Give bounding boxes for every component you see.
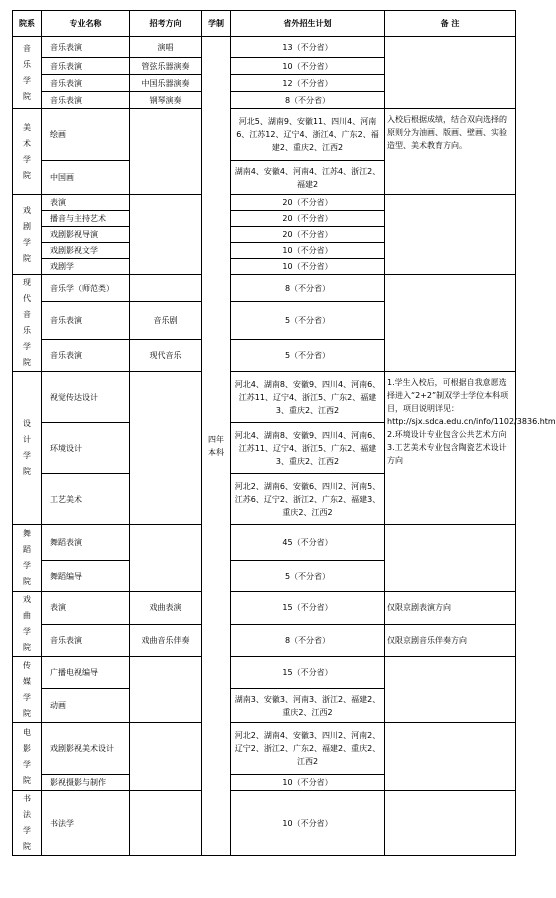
major-cell: 戏剧学 <box>42 259 130 275</box>
direction-cell: 中国乐器演奏 <box>130 75 202 92</box>
plan-cell: 10（不分省） <box>231 791 385 856</box>
direction-cell <box>130 657 202 723</box>
plan-cell: 8（不分省） <box>231 275 385 302</box>
plan-cell: 20（不分省） <box>231 227 385 243</box>
plan-cell: 湖南3、安徽3、河南3、浙江2、福建2、重庆2、江西2 <box>231 689 385 723</box>
plan-cell: 45（不分省） <box>231 525 385 561</box>
plan-cell: 15（不分省） <box>231 592 385 625</box>
note-cell <box>385 723 516 791</box>
major-cell: 戏剧影视美术设计 <box>42 723 130 775</box>
direction-cell <box>130 109 202 195</box>
note-cell: 仅限京剧表演方向 <box>385 592 516 625</box>
major-cell: 音乐表演 <box>42 75 130 92</box>
major-cell: 表演 <box>42 195 130 211</box>
college-cell: 美 术 学 院 <box>13 109 42 195</box>
direction-cell: 戏曲表演 <box>130 592 202 625</box>
major-cell: 戏剧影视文学 <box>42 243 130 259</box>
plan-cell: 10（不分省） <box>231 58 385 75</box>
plan-cell: 河北4、湖南8、安徽9、四川4、河南6、江苏11、辽宁4、浙江5、广东2、福建3、重庆2、江西2 <box>231 423 385 474</box>
major-cell: 音乐表演 <box>42 92 130 109</box>
major-cell: 舞蹈编导 <box>42 561 130 592</box>
direction-cell: 戏曲音乐伴奏 <box>130 624 202 657</box>
major-cell: 影视摄影与制作 <box>42 775 130 791</box>
major-cell: 表演 <box>42 592 130 625</box>
note-cell <box>385 657 516 723</box>
table-row <box>13 592 516 625</box>
plan-cell: 12（不分省） <box>231 75 385 92</box>
table-row <box>13 657 516 689</box>
header-plan: 省外招生计划 <box>231 11 385 37</box>
major-cell: 视觉传达设计 <box>42 372 130 423</box>
direction-cell: 音乐剧 <box>130 302 202 339</box>
plan-cell: 20（不分省） <box>231 211 385 227</box>
major-cell: 环境设计 <box>42 423 130 474</box>
plan-cell: 河北4、湖南8、安徽9、四川4、河南6、江苏11、辽宁4、浙江5、广东2、福建3、重庆2、江西2 <box>231 372 385 423</box>
college-cell: 舞 蹈 学 院 <box>13 525 42 592</box>
table-row <box>13 275 516 302</box>
table-row <box>13 624 516 657</box>
major-cell: 书法学 <box>42 791 130 856</box>
direction-cell <box>130 372 202 525</box>
plan-cell: 8（不分省） <box>231 92 385 109</box>
duration-cell: 四年 本科 <box>202 37 231 856</box>
plan-cell: 河北2、湖南4、安徽3、四川2、河南2、辽宁2、浙江2、广东2、福建2、重庆2、江西2 <box>231 723 385 775</box>
direction-cell: 钢琴演奏 <box>130 92 202 109</box>
note-cell <box>385 37 516 109</box>
major-cell: 音乐表演 <box>42 339 130 371</box>
header-major: 专业名称 <box>42 11 130 37</box>
note-cell <box>385 195 516 275</box>
note-cell <box>385 791 516 856</box>
major-cell: 播音与主持艺术 <box>42 211 130 227</box>
table-row <box>13 723 516 775</box>
major-cell: 音乐表演 <box>42 37 130 58</box>
college-cell: 戏 剧 学 院 <box>13 195 42 275</box>
college-cell: 电 影 学 院 <box>13 723 42 791</box>
header-duration: 学制 <box>202 11 231 37</box>
college-cell: 音 乐 学 院 <box>13 37 42 109</box>
direction-cell <box>130 275 202 302</box>
major-cell: 音乐表演 <box>42 58 130 75</box>
table-row <box>13 195 516 211</box>
plan-cell: 河北2、湖南6、安徽6、四川2、河南5、江苏6、辽宁2、浙江2、广东2、福建3、重庆2、江西2 <box>231 474 385 525</box>
note-cell: 入校后根据成绩，结合双向选择的原则分为油画、版画、壁画、实验造型、美术教育方向。 <box>385 109 516 195</box>
direction-cell: 管弦乐器演奏 <box>130 58 202 75</box>
major-cell: 音乐表演 <box>42 624 130 657</box>
major-cell: 动画 <box>42 689 130 723</box>
note-cell: 仅限京剧音乐伴奏方向 <box>385 624 516 657</box>
plan-cell: 湖南4、安徽4、河南4、江苏4、浙江2、福建2 <box>231 161 385 195</box>
table-row <box>13 109 516 161</box>
direction-cell <box>130 723 202 791</box>
plan-cell: 8（不分省） <box>231 624 385 657</box>
direction-cell: 现代音乐 <box>130 339 202 371</box>
table-header-row <box>13 11 516 37</box>
major-cell: 中国画 <box>42 161 130 195</box>
major-cell: 音乐学（师范类） <box>42 275 130 302</box>
header-college: 院系 <box>13 11 42 37</box>
college-cell: 戏 曲 学 院 <box>13 592 42 657</box>
plan-cell: 10（不分省） <box>231 243 385 259</box>
major-cell: 舞蹈表演 <box>42 525 130 561</box>
college-cell: 书 法 学 院 <box>13 791 42 856</box>
college-cell: 传 媒 学 院 <box>13 657 42 723</box>
plan-cell: 13（不分省） <box>231 37 385 58</box>
header-direction: 招考方向 <box>130 11 202 37</box>
plan-cell: 5（不分省） <box>231 339 385 371</box>
college-cell: 设 计 学 院 <box>13 372 42 525</box>
plan-cell: 河北5、湖南9、安徽11、四川4、河南6、江苏12、辽宁4、浙江4、广东2、福建2、重庆2、江西2 <box>231 109 385 161</box>
plan-cell: 10（不分省） <box>231 775 385 791</box>
college-cell: 现 代 音 乐 学 院 <box>13 275 42 372</box>
plan-cell: 10（不分省） <box>231 259 385 275</box>
direction-cell <box>130 525 202 592</box>
table-row <box>13 791 516 856</box>
plan-cell: 15（不分省） <box>231 657 385 689</box>
note-cell <box>385 525 516 592</box>
major-cell: 工艺美术 <box>42 474 130 525</box>
direction-cell <box>130 791 202 856</box>
major-cell: 绘画 <box>42 109 130 161</box>
direction-cell: 演唱 <box>130 37 202 58</box>
major-cell: 戏剧影视导演 <box>42 227 130 243</box>
plan-cell: 20（不分省） <box>231 195 385 211</box>
table-row <box>13 372 516 423</box>
header-note: 备 注 <box>385 11 516 37</box>
table-row <box>13 37 516 58</box>
major-cell: 广播电视编导 <box>42 657 130 689</box>
plan-cell: 5（不分省） <box>231 302 385 339</box>
direction-cell <box>130 195 202 275</box>
table-row <box>13 525 516 561</box>
note-cell: 1.学生入校后，可根据自我意愿选择进入“2+2”制双学士学位本科项目，项目说明详见：http://sjx.sdca.edu.cn/info/1102/3836.htm 2.环境设计专业包含公共艺术方向 3.工艺美术专业包含陶瓷艺术设计方向 <box>385 372 516 525</box>
major-cell: 音乐表演 <box>42 302 130 339</box>
table-body <box>13 37 556 856</box>
note-cell <box>385 275 516 372</box>
plan-cell: 5（不分省） <box>231 561 385 592</box>
enrollment-table <box>12 10 556 856</box>
